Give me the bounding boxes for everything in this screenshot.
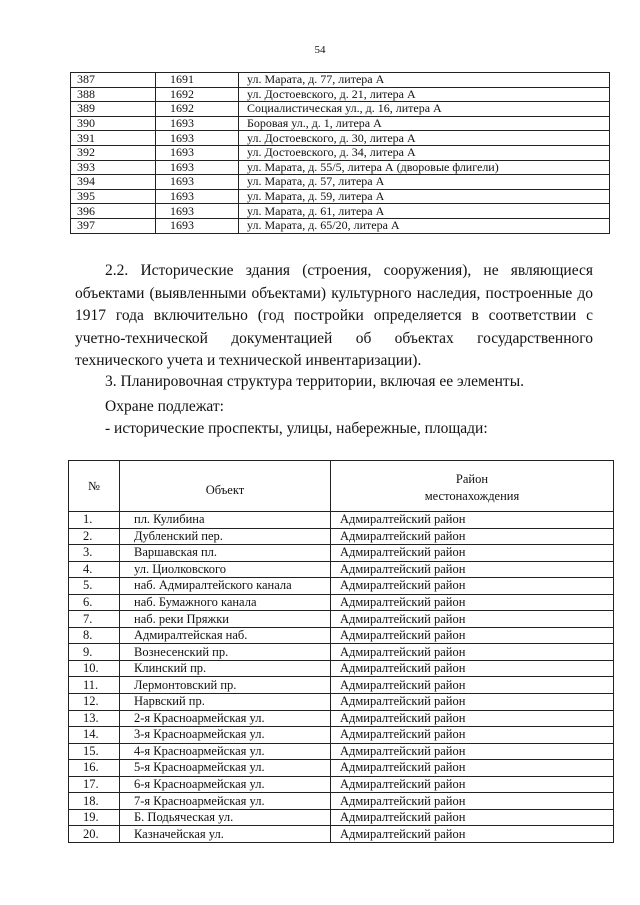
row-number: 396 (71, 204, 156, 219)
table-row (71, 87, 610, 102)
table-row (69, 594, 614, 611)
row-district: Адмиралтейский район (331, 826, 614, 843)
row-number: 8. (69, 627, 120, 644)
table-row (71, 102, 610, 117)
row-object: Клинский пр. (120, 660, 331, 677)
table-row (71, 218, 610, 233)
row-address: ул. Достоевского, д. 21, литера А (239, 87, 610, 102)
row-address: ул. Марата, д. 65/20, литера А (239, 218, 610, 233)
row-code: 1693 (156, 175, 239, 190)
row-number: 10. (69, 660, 120, 677)
row-code: 1693 (156, 204, 239, 219)
row-address: ул. Марата, д. 61, литера А (239, 204, 610, 219)
row-number: 7. (69, 611, 120, 628)
row-district: Адмиралтейский район (331, 694, 614, 711)
table-row (69, 694, 614, 711)
row-district: Адмиралтейский район (331, 594, 614, 611)
row-number: 392 (71, 145, 156, 160)
section-3-heading: 3. Планировочная структура территории, включая ее элементы. (105, 373, 524, 390)
row-address: ул. Марата, д. 55/5, литера А (дворовые флигели) (239, 160, 610, 175)
row-object: 7-я Красноармейская ул. (120, 793, 331, 810)
row-district: Адмиралтейский район (331, 809, 614, 826)
row-code: 1693 (156, 189, 239, 204)
row-number: 389 (71, 102, 156, 117)
table-row (69, 727, 614, 744)
buildings-table-body (71, 73, 610, 234)
row-number: 397 (71, 218, 156, 233)
row-object: наб. реки Пряжки (120, 611, 331, 628)
table-row (69, 809, 614, 826)
row-district: Адмиралтейский район (331, 611, 614, 628)
row-number: 395 (71, 189, 156, 204)
row-number: 5. (69, 578, 120, 595)
row-code: 1693 (156, 160, 239, 175)
table-row (69, 627, 614, 644)
table-row (69, 826, 614, 843)
row-object: 6-я Красноармейская ул. (120, 776, 331, 793)
table-row (71, 116, 610, 131)
row-number: 387 (71, 73, 156, 88)
row-number: 20. (69, 826, 120, 843)
row-number: 12. (69, 694, 120, 711)
table-row (69, 512, 614, 529)
paragraph-2-2: 2.2. Исторические здания (строения, сооружения), не являющиеся объектами (выявленными объектами) культурного наследия, построенные до 1917 года включительно (год постройки определяется в соответствии с учетно-технической документацией об объектах государственного технического учета и технической инвентаризации). (75, 262, 593, 369)
row-district: Адмиралтейский район (331, 561, 614, 578)
table-row (71, 145, 610, 160)
table-row (69, 660, 614, 677)
row-number: 19. (69, 809, 120, 826)
streets-heading: - исторические проспекты, улицы, набережные, площади: (105, 420, 488, 437)
row-district: Адмиралтейский район (331, 727, 614, 744)
header-district-line2: местонахождения (424, 488, 520, 503)
row-district: Адмиралтейский район (331, 710, 614, 727)
buildings-table (70, 72, 610, 234)
row-district: Адмиралтейский район (331, 793, 614, 810)
row-object: Адмиралтейская наб. (120, 627, 331, 644)
row-number: 1. (69, 512, 120, 529)
row-object: Дубленский пер. (120, 528, 331, 545)
table-row (71, 131, 610, 146)
header-district (331, 461, 614, 512)
row-object: 3-я Красноармейская ул. (120, 727, 331, 744)
table-row (69, 561, 614, 578)
table-row (69, 710, 614, 727)
row-number: 15. (69, 743, 120, 760)
row-object: Б. Подьяческая ул. (120, 809, 331, 826)
row-district: Адмиралтейский район (331, 677, 614, 694)
row-address: ул. Марата, д. 59, литера А (239, 189, 610, 204)
table-row (71, 73, 610, 88)
row-object: 4-я Красноармейская ул. (120, 743, 331, 760)
row-number: 14. (69, 727, 120, 744)
row-district: Адмиралтейский район (331, 644, 614, 661)
row-address: ул. Достоевского, д. 34, литера А (239, 145, 610, 160)
header-object: Объект (120, 461, 331, 512)
row-code: 1693 (156, 131, 239, 146)
row-code: 1691 (156, 73, 239, 88)
row-code: 1693 (156, 145, 239, 160)
streets-table-header (69, 461, 614, 512)
row-district: Адмиралтейский район (331, 512, 614, 529)
row-number: 3. (69, 545, 120, 562)
row-object: Нарвский пр. (120, 694, 331, 711)
row-object: наб. Адмиралтейского канала (120, 578, 331, 595)
row-object: Лермонтовский пр. (120, 677, 331, 694)
row-address: ул. Марата, д. 77, литера А (239, 73, 610, 88)
page-number: 54 (314, 44, 326, 56)
row-address: ул. Марата, д. 57, литера А (239, 175, 610, 190)
table-row (69, 611, 614, 628)
table-row (69, 776, 614, 793)
table-row (69, 528, 614, 545)
table-row (69, 644, 614, 661)
row-number: 13. (69, 710, 120, 727)
row-number: 17. (69, 776, 120, 793)
row-district: Адмиралтейский район (331, 627, 614, 644)
row-object: 2-я Красноармейская ул. (120, 710, 331, 727)
row-object: Варшавская пл. (120, 545, 331, 562)
row-object: пл. Кулибина (120, 512, 331, 529)
row-district: Адмиралтейский район (331, 545, 614, 562)
row-district: Адмиралтейский район (331, 760, 614, 777)
streets-table (68, 460, 614, 843)
table-row (69, 578, 614, 595)
row-number: 393 (71, 160, 156, 175)
row-number: 2. (69, 528, 120, 545)
row-number: 390 (71, 116, 156, 131)
table-row (69, 743, 614, 760)
row-address: ул. Достоевского, д. 30, литера А (239, 131, 610, 146)
table-row (71, 160, 610, 175)
row-number: 391 (71, 131, 156, 146)
table-row (71, 204, 610, 219)
table-row (71, 189, 610, 204)
row-object: Казначейская ул. (120, 826, 331, 843)
row-number: 16. (69, 760, 120, 777)
row-object: Вознесенский пр. (120, 644, 331, 661)
row-district: Адмиралтейский район (331, 528, 614, 545)
row-district: Адмиралтейский район (331, 660, 614, 677)
row-code: 1693 (156, 218, 239, 233)
header-number: № (69, 461, 120, 512)
row-address: Социалистическая ул., д. 16, литера А (239, 102, 610, 117)
row-code: 1693 (156, 116, 239, 131)
row-code: 1692 (156, 102, 239, 117)
header-district-line1: Район (455, 471, 489, 486)
row-object: наб. Бумажного канала (120, 594, 331, 611)
row-number: 388 (71, 87, 156, 102)
row-object: ул. Циолковского (120, 561, 331, 578)
table-row (69, 677, 614, 694)
table-row (69, 545, 614, 562)
row-district: Адмиралтейский район (331, 776, 614, 793)
row-number: 11. (69, 677, 120, 694)
row-number: 9. (69, 644, 120, 661)
table-row (69, 760, 614, 777)
row-code: 1692 (156, 87, 239, 102)
streets-table-body (69, 512, 614, 843)
protected-heading: Охране подлежат: (105, 398, 224, 415)
table-row (71, 175, 610, 190)
row-number: 18. (69, 793, 120, 810)
row-number: 394 (71, 175, 156, 190)
row-district: Адмиралтейский район (331, 743, 614, 760)
row-number: 4. (69, 561, 120, 578)
row-district: Адмиралтейский район (331, 578, 614, 595)
table-row (69, 793, 614, 810)
row-address: Боровая ул., д. 1, литера А (239, 116, 610, 131)
row-number: 6. (69, 594, 120, 611)
row-object: 5-я Красноармейская ул. (120, 760, 331, 777)
